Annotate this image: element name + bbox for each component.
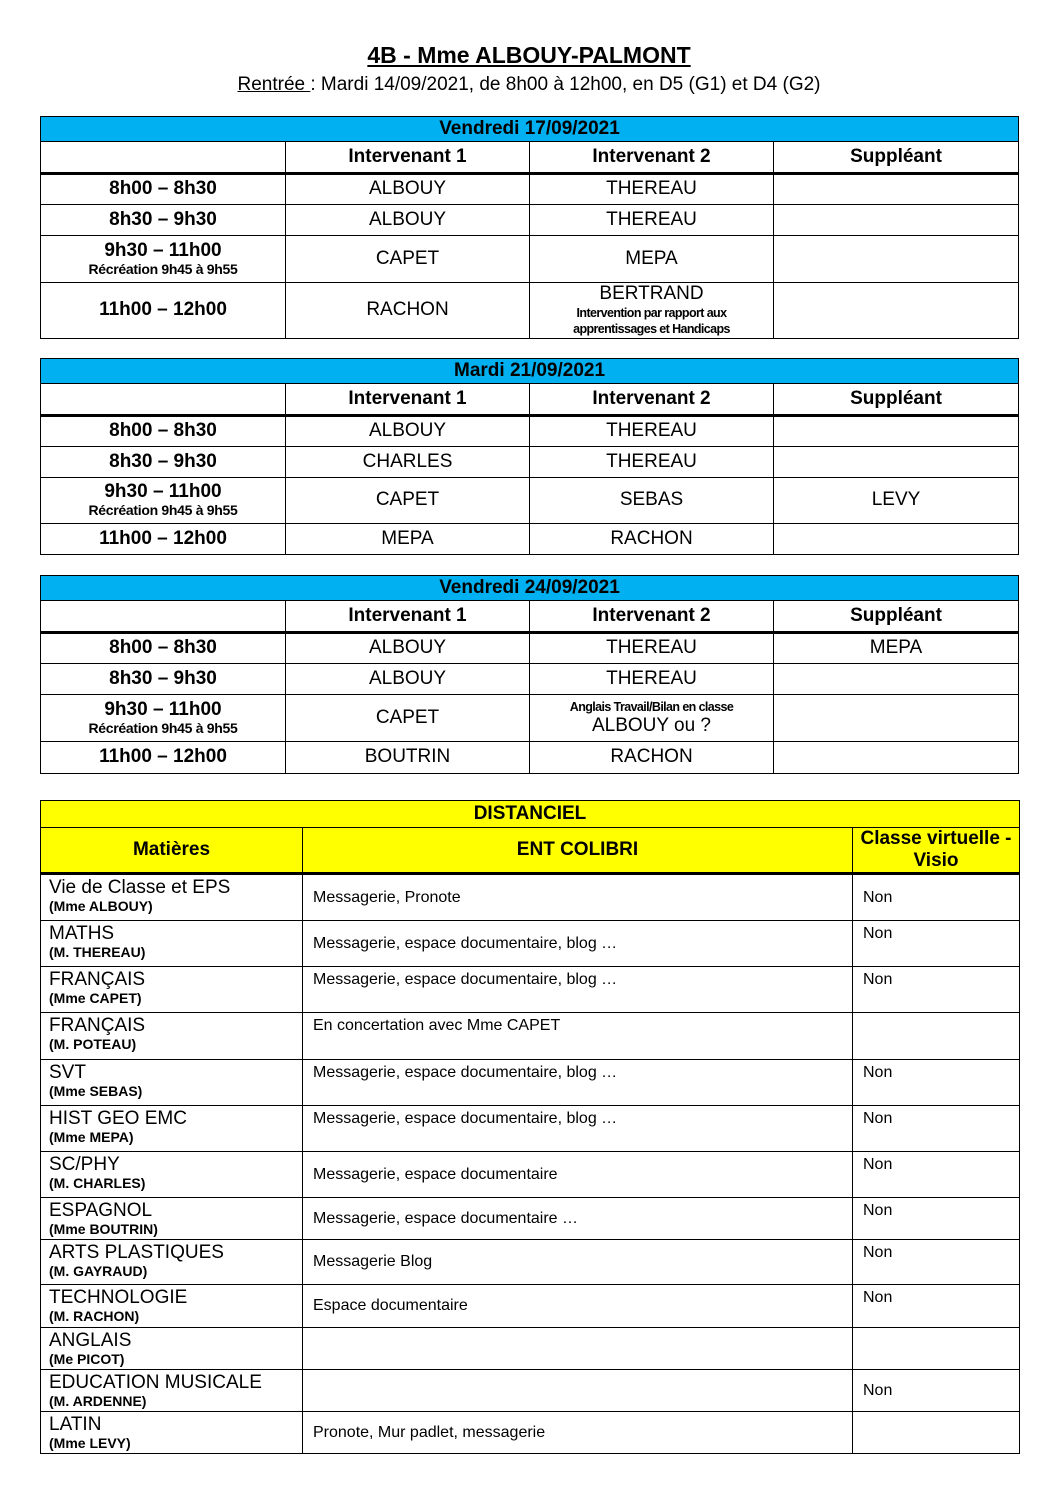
ent-tools: Pronote, Mur padlet, messagerie [303,1412,853,1454]
schedule-row [41,633,1019,664]
schedule-row [41,447,1019,478]
schedule-table [40,358,1019,555]
column-header: Intervenant 2 [530,384,774,416]
empty-header [41,384,286,416]
time-cell [41,283,286,339]
intervenant-1: CAPET [286,478,530,524]
schedule-row [41,174,1019,205]
intervenant-2-cell [530,447,774,478]
intervenant-2-cell [530,205,774,236]
subject-name: MATHS [49,923,115,944]
time-slot: 8h30 – 9h30 [109,450,217,472]
recreation-note: Récréation 9h45 à 9h55 [88,260,238,277]
distanciel-row [41,1240,1020,1285]
subject-teacher: (M. GAYRAUD) [49,1262,148,1279]
suppleant [774,664,1019,695]
column-header-row [41,601,1019,633]
time-slot: 8h00 – 8h30 [109,178,217,200]
intervenant-2-cell [530,416,774,447]
intervenant-2-note: Intervention par rapport aux apprentissages et Handicaps [573,305,730,336]
subject-teacher: (Mme CAPET) [49,989,142,1006]
visio-status: Non [853,967,1020,1013]
rentree-text: : Mardi 14/09/2021, de 8h00 à 12h00, en D5 (G1) et D4 (G2) [310,74,821,95]
subject-name: EDUCATION MUSICALE [49,1372,262,1393]
subject-cell [41,1198,303,1240]
schedule-row [41,416,1019,447]
ent-tools: Messagerie, espace documentaire, blog … [303,967,853,1013]
intervenant-1: CAPET [286,695,530,742]
subject-name: TECHNOLOGIE [49,1287,188,1308]
schedule-row [41,283,1019,339]
page-title: 4B - Mme ALBOUY-PALMONT [367,42,691,68]
intervenant-1: ALBOUY [286,174,530,205]
column-header-row [41,384,1019,416]
subject-cell [41,874,303,921]
rentree-info [0,74,1058,96]
intervenant-2-cell [530,524,774,555]
subject-teacher: (M. POTEAU) [49,1035,137,1052]
subject-name: ANGLAIS [49,1330,132,1351]
ent-tools: En concertation avec Mme CAPET [303,1013,853,1060]
schedule-row [41,695,1019,742]
suppleant: MEPA [774,633,1019,664]
visio-status: Non [853,1370,1020,1412]
subject-name: LATIN [49,1414,102,1435]
ent-tools: Messagerie, espace documentaire … [303,1198,853,1240]
suppleant [774,283,1019,339]
ent-tools: Messagerie, espace documentaire, blog … [303,1060,853,1106]
empty-header [41,142,286,174]
intervenant-2: THEREAU [606,637,697,659]
subject-cell [41,1240,303,1285]
subject-name: ESPAGNOL [49,1200,153,1221]
column-header-row [41,142,1019,174]
recreation-note: Récréation 9h45 à 9h55 [88,502,238,519]
visio-status [853,1328,1020,1370]
subject-cell [41,1412,303,1454]
visio-status: Non [853,1240,1020,1285]
intervenant-1: ALBOUY [286,633,530,664]
intervenant-1: ALBOUY [286,416,530,447]
subject-teacher: (Me PICOT) [49,1350,125,1367]
intervenant-1: RACHON [286,283,530,339]
time-slot: 8h30 – 9h30 [109,667,217,689]
distanciel-row [41,1370,1020,1412]
intervenant-2-cell [530,283,774,339]
visio-status [853,1013,1020,1060]
time-cell [41,664,286,695]
intervenant-2: BERTRAND [599,282,704,304]
suppleant [774,447,1019,478]
schedule-row [41,524,1019,555]
intervenant-2: RACHON [610,746,693,768]
time-cell [41,205,286,236]
intervenant-1: ALBOUY [286,205,530,236]
distanciel-header-row [41,828,1020,874]
time-slot: 8h00 – 8h30 [109,420,217,442]
time-slot: 9h30 – 11h00 [104,239,222,261]
intervenant-2-cell [530,695,774,742]
suppleant [774,236,1019,283]
schedule-row [41,205,1019,236]
visio-status [853,1412,1020,1454]
intervenant-2: THEREAU [606,178,697,200]
column-header: Intervenant 1 [286,384,530,416]
day-row [41,359,1019,384]
intervenant-2-cell [530,664,774,695]
subject-cell [41,1106,303,1152]
suppleant [774,742,1019,774]
subject-name: Vie de Classe et EPS [49,877,231,898]
subject-cell [41,1152,303,1198]
suppleant [774,174,1019,205]
ent-tools: Espace documentaire [303,1285,853,1328]
visio-status: Non [853,1198,1020,1240]
intervenant-1: ALBOUY [286,664,530,695]
column-header: Suppléant [774,601,1019,633]
subject-cell [41,1060,303,1106]
subject-teacher: (Mme ALBOUY) [49,897,153,914]
suppleant [774,205,1019,236]
visio-status: Non [853,874,1020,921]
intervenant-1: CAPET [286,236,530,283]
time-slot: 11h00 – 12h00 [99,527,227,549]
subject-name: FRANÇAIS [49,1015,146,1036]
distanciel-title: DISTANCIEL [41,801,1020,828]
distanciel-title-row [41,801,1020,828]
intervenant-2: MEPA [625,247,678,269]
intervenant-2: SEBAS [619,489,684,511]
visio-status: Non [853,921,1020,967]
distanciel-row [41,874,1020,921]
subject-cell [41,1370,303,1412]
subject-teacher: (Mme BOUTRIN) [49,1220,158,1237]
distanciel-row [41,1152,1020,1198]
subject-cell [41,1328,303,1370]
time-slot: 8h30 – 9h30 [109,208,217,230]
distanciel-row [41,1198,1020,1240]
subject-cell [41,921,303,967]
ent-tools [303,1328,853,1370]
distanciel-row [41,1060,1020,1106]
schedule-table [40,575,1019,774]
subject-cell [41,1013,303,1060]
time-slot: 9h30 – 11h00 [104,698,222,720]
distanciel-row [41,967,1020,1013]
intervenant-1: MEPA [286,524,530,555]
subject-name: ARTS PLASTIQUES [49,1242,224,1263]
day-title: Vendredi 17/09/2021 [41,117,1019,142]
intervenant-2-cell [530,742,774,774]
visio-status: Non [853,1285,1020,1328]
time-cell [41,742,286,774]
time-cell [41,478,286,524]
schedule-row [41,742,1019,774]
ent-tools: Messagerie, espace documentaire, blog … [303,1106,853,1152]
ent-tools: Messagerie, Pronote [303,874,853,921]
time-slot: 8h00 – 8h30 [109,637,217,659]
recreation-note: Récréation 9h45 à 9h55 [88,719,238,736]
distanciel-row [41,1328,1020,1370]
suppleant: LEVY [774,478,1019,524]
intervenant-1: CHARLES [286,447,530,478]
suppleant [774,524,1019,555]
visio-status: Non [853,1152,1020,1198]
intervenant-2-cell [530,174,774,205]
intervenant-2: THEREAU [606,208,697,230]
distanciel-row [41,921,1020,967]
subject-teacher: (M. RACHON) [49,1307,140,1324]
time-slot: 11h00 – 12h00 [99,299,227,321]
schedule-table [40,116,1019,339]
distanciel-row [41,1285,1020,1328]
schedule-row [41,236,1019,283]
day-title: Mardi 21/09/2021 [41,359,1019,384]
intervenant-2-pre-note: Anglais Travail/Bilan en classe [569,700,734,715]
intervenant-2: THEREAU [606,420,697,442]
visio-status: Non [853,1106,1020,1152]
column-header: Intervenant 2 [530,601,774,633]
subject-teacher: (M. ARDENNE) [49,1392,147,1409]
intervenant-2: ALBOUY ou ? [591,714,711,736]
visio-status: Non [853,1060,1020,1106]
time-slot: 9h30 – 11h00 [104,481,222,503]
intervenant-2-cell [530,633,774,664]
time-cell [41,174,286,205]
column-header-subject: Matières [41,828,303,874]
ent-tools: Messagerie, espace documentaire, blog … [303,921,853,967]
intervenant-2: RACHON [610,527,693,549]
time-cell [41,633,286,664]
distanciel-row [41,1412,1020,1454]
day-title: Vendredi 24/09/2021 [41,576,1019,601]
ent-tools [303,1370,853,1412]
day-row [41,576,1019,601]
suppleant [774,695,1019,742]
subject-cell [41,967,303,1013]
subject-cell [41,1285,303,1328]
empty-header [41,601,286,633]
column-header: Intervenant 2 [530,142,774,174]
time-cell [41,447,286,478]
subject-name: HIST GEO EMC [49,1108,187,1129]
subject-teacher: (Mme SEBAS) [49,1082,143,1099]
column-header: Suppléant [774,142,1019,174]
subject-teacher: (Mme MEPA) [49,1128,134,1145]
suppleant [774,416,1019,447]
subject-name: SC/PHY [49,1154,120,1175]
subject-teacher: (M. THEREAU) [49,943,146,960]
time-cell [41,236,286,283]
column-header: Intervenant 1 [286,601,530,633]
distanciel-row [41,1013,1020,1060]
column-header-visio: Classe virtuelle -Visio [853,828,1020,874]
intervenant-1: BOUTRIN [286,742,530,774]
time-cell [41,524,286,555]
time-cell [41,416,286,447]
intervenant-2-cell [530,478,774,524]
ent-tools: Messagerie, espace documentaire [303,1152,853,1198]
subject-name: FRANÇAIS [49,969,146,990]
schedule-row [41,664,1019,695]
ent-tools: Messagerie Blog [303,1240,853,1285]
time-cell [41,695,286,742]
column-header-ent: ENT COLIBRI [303,828,853,874]
subject-name: SVT [49,1062,86,1083]
schedule-row [41,478,1019,524]
intervenant-2: THEREAU [606,450,697,472]
column-header: Intervenant 1 [286,142,530,174]
intervenant-2-cell [530,236,774,283]
subject-teacher: (M. CHARLES) [49,1174,146,1191]
distanciel-row [41,1106,1020,1152]
rentree-label: Rentrée [237,74,311,95]
intervenant-2: THEREAU [606,667,697,689]
column-header: Suppléant [774,384,1019,416]
day-row [41,117,1019,142]
time-slot: 11h00 – 12h00 [99,746,227,768]
subject-teacher: (Mme LEVY) [49,1434,131,1451]
distanciel-table [40,800,1020,1454]
